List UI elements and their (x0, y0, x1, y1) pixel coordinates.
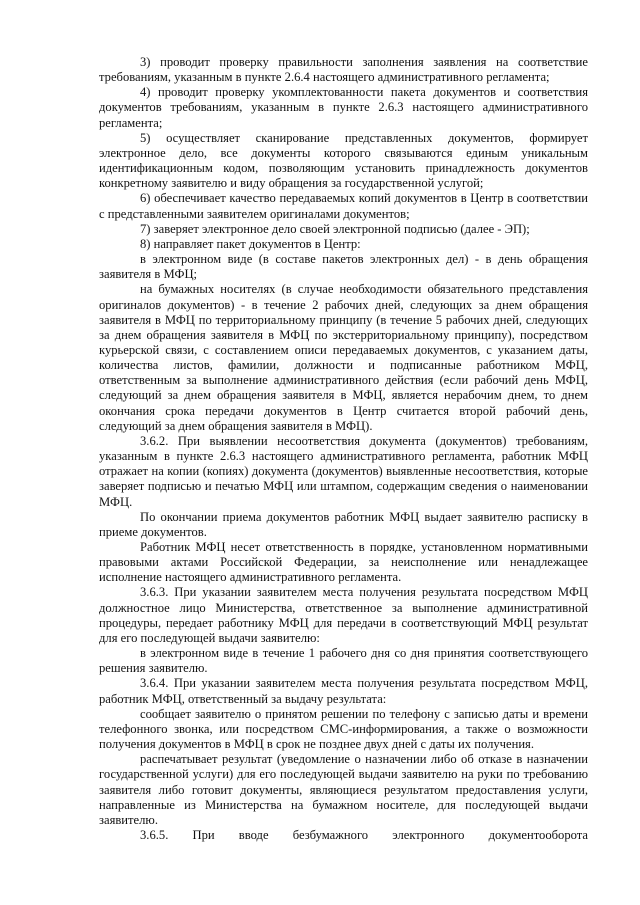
paragraph-item-8: 8) направляет пакет документов в Центр: (140, 236, 361, 251)
paragraph-3-6-2: 3.6.2. При выявлении несоответствия документа (документов) требованиям, указанным в пункте 2.6.3 настоящего административного регламента, работник МФЦ отражает на копии (копиях) документа (документов) выявленные несоответствия, которые заверяет подписью и печатью МФЦ или штампом, содержащим сведения о наименовании МФЦ. (99, 433, 588, 509)
paragraph-notify: сообщает заявителю о принятом решении по телефону с записью даты и времени телефонного звонка, или посредством СМС-информирования, а также о возможности получения документов в МФЦ в срок не позднее двух дней с даты их получения. (99, 706, 588, 752)
paragraph-3-6-4: 3.6.4. При указании заявителем места получения результата посредством МФЦ, работник МФЦ, ответственный за выдачу результата: (99, 676, 588, 706)
paragraph-3-6-3: 3.6.3. При указании заявителем места получения результата посредством МФЦ должностное лицо Министерства, ответственное за выполнение административной процедуры, передает работнику МФЦ для передачи в соответствующий МФЦ результат для его последующей выдачи заявителю: (99, 585, 588, 645)
paragraph-item-5: 5) осуществляет сканирование представленных документов, формирует электронное дело, все документы которого связываются единым уникальным идентификационным кодом, позволяющим установить принадлежность документов конкретному заявителю и виду обращения за государственной услугой; (99, 130, 588, 191)
paragraph-3-6-5: 3.6.5. При вводе безбумажного электронного документооборота (140, 827, 588, 842)
paragraph-responsibility: Работник МФЦ несет ответственность в порядке, установленном нормативными правовыми актами Российской Федерации, за неисполнение или ненадлежащее исполнение настоящего административного регламента. (99, 540, 588, 585)
paragraph-electronic-form: в электронном виде (в составе пакетов электронных дел) - в день обращения заявителя в МФЦ; (99, 252, 588, 282)
document-page (99, 55, 588, 843)
paragraph-receipt: По окончании приема документов работник МФЦ выдает заявителю расписку в приеме документов. (99, 509, 588, 539)
paragraph-print-result: распечатывает результат (уведомление о назначении либо об отказе в назначении государственной услуги) для его последующей выдачи заявителю на руки по требованию заявителя либо готовит документы, являющиеся результатом предоставления услуги, направленные из Министерства на бумажном носителе, для последующей выдачи заявителю. (99, 752, 588, 827)
paragraph-item-3: 3) проводит проверку правильности заполнения заявления на соответствие требованиям, указанным в пункте 2.6.4 настоящего административного регламента; (99, 55, 588, 85)
paragraph-item-4: 4) проводит проверку укомплектованности пакета документов и соответствия документов требованиям, указанным в пункте 2.6.3 настоящего административного регламента; (99, 85, 588, 130)
paragraph-item-6: 6) обеспечивает качество передаваемых копий документов в Центр в соответствии с представленными заявителем оригиналами документов; (99, 191, 588, 221)
paragraph-paper-form: на бумажных носителях (в случае необходимости обязательного представления оригиналов документов) - в течение 2 рабочих дней, следующих за днем обращения заявителя в МФЦ по территориальному принципу (в течение 5 рабочих дней, следующих за днем обращения заявителя в МФЦ по экстерриториальному принципу), посредством курьерской связи, с составлением описи передаваемых документов, с указанием даты, количества листов, фамилии, должности и подписанные работником МФЦ, ответственным за выполнение административного действия (если рабочий день МФЦ, следующий за днем обращения заявителя в МФЦ, является нерабочим днем, то днем окончания срока передачи документов в Центр считается второй рабочий день, следующий за днем обращения заявителя в МФЦ). (99, 282, 588, 433)
paragraph-electronic-result: в электронном виде в течение 1 рабочего дня со дня принятия соответствующего решения заявителю. (99, 646, 588, 676)
paragraph-item-7: 7) заверяет электронное дело своей электронной подписью (далее - ЭП); (140, 221, 530, 236)
